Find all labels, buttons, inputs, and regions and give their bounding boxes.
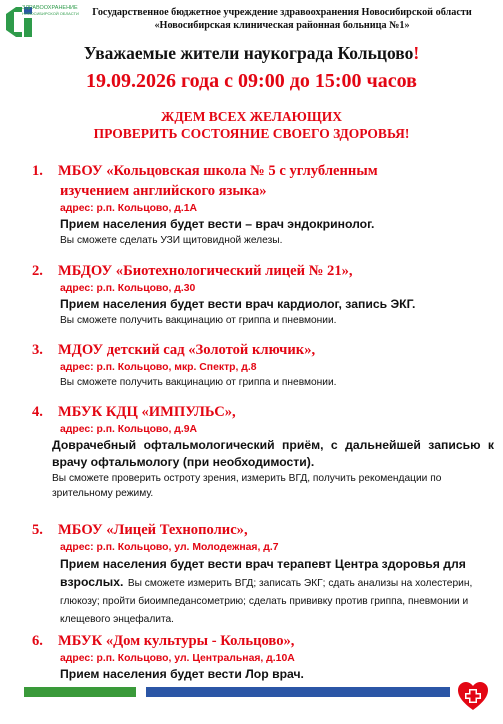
item-note: Вы сможете сделать УЗИ щитовидной железы. (60, 235, 283, 246)
list-item (32, 261, 494, 328)
list-item (32, 520, 494, 627)
list-item (32, 631, 494, 683)
logo-text: ЗДРАВООХРАНЕНИЕ НОВОСИБИРСКОЙ ОБЛАСТИ (22, 5, 79, 16)
list-item (32, 161, 494, 248)
item-reception: Прием населения будет вести Лор врач. (60, 667, 304, 681)
heart-cross-icon (456, 680, 490, 712)
item-title: 3. МДОУ детский сад «Золотой ключик», (32, 342, 316, 358)
item-title: 1. МБОУ «Кольцовская школа № 5 с углубленным (32, 163, 378, 179)
event-date: 19.09.2026 года с 09:00 до 15:00 часов (86, 70, 417, 92)
list-item (32, 402, 494, 501)
item-address: адрес: р.п. Кольцово, мкр. Спектр, д.8 (60, 362, 257, 373)
item-address: адрес: р.п. Кольцово, д.30 (60, 283, 196, 294)
item-note: Вы сможете проверить остроту зрения, измерить ВГД, получить рекомендации по зрительному режиму. (52, 473, 442, 499)
list-item (32, 340, 494, 390)
item-address: адрес: р.п. Кольцово, д.9А (60, 424, 198, 435)
item-title: 6. МБУК «Дом культуры - Кольцово», (32, 633, 295, 649)
item-details: Прием населения будет вести врач терапевт Центра здоровья для взрослых. Вы сможете измерить ВГД; записать ЭКГ; сдать анализы на холестерин, глюкозу; пройти биоимпедансометрию; сделать прививку против гриппа, пневмонии и клещевого энцефалита. (60, 557, 473, 625)
item-reception: Прием населения будет вести – врач эндокринолог. (60, 217, 375, 231)
item-reception: Доврачебный офтальмологический приём, с дальнейшей записью к врачу офтальмологу (при необходимости). (52, 438, 494, 469)
item-address: адрес: р.п. Кольцово, д.1А (60, 203, 198, 214)
footer-bar-blue (146, 687, 450, 697)
item-title: 2. МБДОУ «Биотехнологический лицей № 21», (32, 263, 353, 279)
item-note: Вы сможете получить вакцинацию от гриппа и пневмонии. (60, 315, 337, 326)
item-reception: Прием населения будет вести врач кардиолог, запись ЭКГ. (60, 297, 416, 311)
item-address: адрес: р.п. Кольцово, ул. Молодежная, д.7 (60, 542, 279, 553)
item-note: Вы сможете получить вакцинацию от гриппа и пневмонии. (60, 377, 337, 388)
item-title-cont: изучением английского языка» (60, 183, 267, 199)
item-title: 4. МБУК КДЦ «ИМПУЛЬС», (32, 404, 236, 420)
footer-bar-green (24, 687, 136, 697)
invitation-heading: ЖДЕМ ВСЕХ ЖЕЛАЮЩИХ ПРОВЕРИТЬ СОСТОЯНИЕ СВОЕГО ЗДОРОВЬЯ! (93, 109, 410, 141)
item-address: адрес: р.п. Кольцово, ул. Центральная, д.10А (60, 653, 295, 664)
greeting: Уважаемые жители наукограда Кольцово! (83, 43, 420, 63)
item-title: 5. МБОУ «Лицей Технополис», (32, 522, 248, 538)
organization-name: Государственное бюджетное учреждение здравоохранения Новосибирской области «Новосибирская клиническая районная больница №1» (92, 7, 472, 31)
